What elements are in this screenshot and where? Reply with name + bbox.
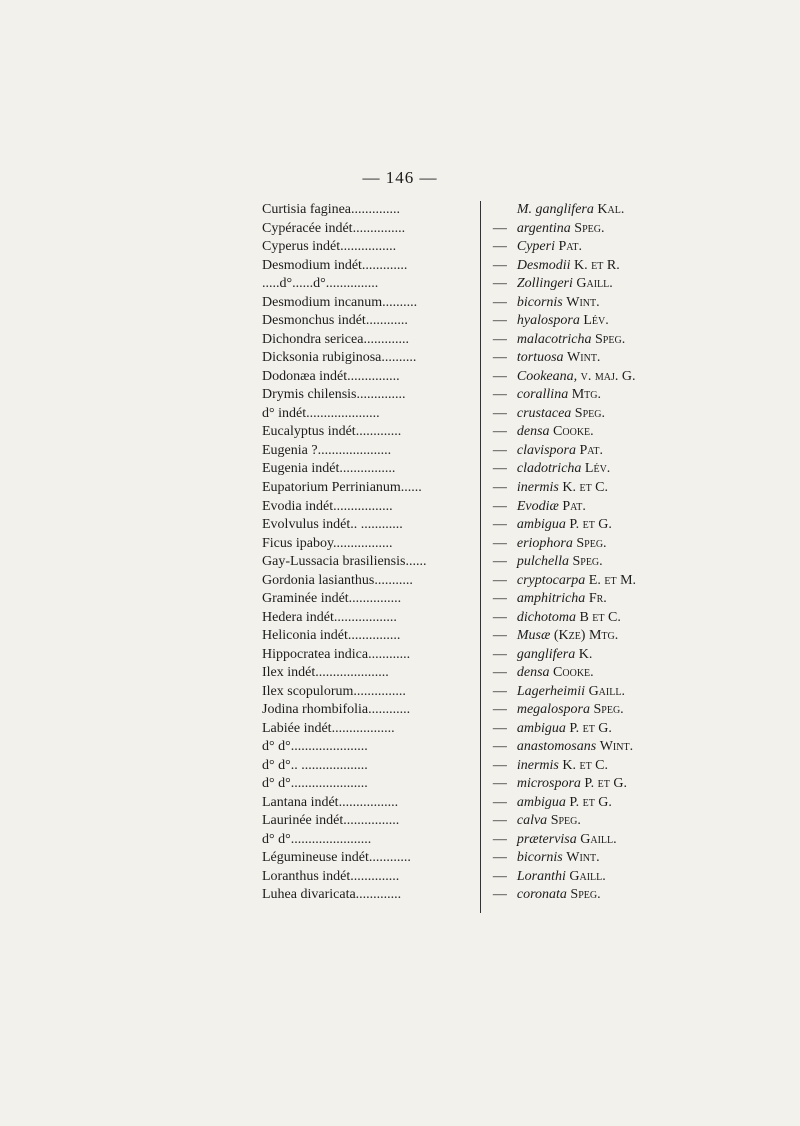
species-author: Speg.	[574, 405, 605, 421]
species-epithet: inermis	[516, 479, 559, 495]
host-fungus-index	[262, 201, 682, 905]
host-plant: d° d°.. ...................	[262, 757, 368, 773]
species-epithet: coronata	[516, 887, 567, 903]
index-row	[262, 738, 682, 757]
host-plant: Evolvulus indét.. ............	[262, 517, 403, 533]
ditto-dash: —	[492, 554, 507, 570]
species-epithet: malacotricha	[516, 331, 592, 347]
fungus-name	[469, 313, 682, 329]
ditto-dash: —	[492, 461, 507, 477]
fungus-name	[469, 332, 682, 348]
host-plant: Drymis chilensis..............	[262, 387, 406, 403]
species-epithet: pulchella	[516, 554, 569, 570]
host-plant: Lantana indét.................	[262, 794, 399, 810]
index-row	[262, 553, 682, 572]
index-row	[262, 756, 682, 775]
species-epithet: densa	[516, 424, 550, 440]
fungus-name	[469, 758, 682, 774]
fungus-name	[469, 665, 682, 681]
index-row	[262, 775, 682, 794]
index-row	[262, 479, 682, 498]
ditto-dash: —	[492, 609, 507, 625]
fungus-name	[469, 591, 682, 607]
species-author: K. et C.	[562, 479, 609, 495]
ditto-dash: —	[492, 572, 507, 588]
fungus-name	[469, 721, 682, 737]
index-row	[262, 719, 682, 738]
fungus-name	[469, 536, 682, 552]
ditto-dash: —	[492, 757, 507, 773]
species-epithet: anastomosans	[516, 739, 597, 755]
host-plant: Eugenia indét................	[262, 461, 396, 477]
ditto-dash: —	[492, 387, 507, 403]
species-epithet: Loranthi	[516, 868, 566, 884]
index-row	[262, 886, 682, 905]
fungus-name	[469, 795, 682, 811]
species-epithet: amphitricha	[516, 591, 586, 607]
ditto-dash: —	[492, 646, 507, 662]
index-row	[262, 368, 682, 387]
species-author: Wint.	[599, 739, 634, 755]
index-row	[262, 405, 682, 424]
species-epithet: dichotoma	[516, 609, 576, 625]
index-row	[262, 238, 682, 257]
index-row	[262, 812, 682, 831]
species-epithet: inermis	[516, 757, 559, 773]
fungus-name	[469, 573, 682, 589]
species-author: Gaill.	[576, 276, 613, 292]
host-plant: Jodina rhombifolia............	[262, 702, 411, 718]
host-plant: Heliconia indét...............	[262, 628, 401, 644]
species-epithet: Cyperi	[516, 239, 555, 255]
host-plant: Evodia indét.................	[262, 498, 393, 514]
index-row	[262, 571, 682, 590]
species-author: Gaill.	[569, 868, 606, 884]
index-row	[262, 423, 682, 442]
fungus-name	[469, 369, 682, 385]
ditto-dash: —	[492, 424, 507, 440]
species-epithet: crustacea	[516, 405, 572, 421]
index-row	[262, 868, 682, 887]
species-author: Wint.	[567, 350, 601, 366]
species-author: Gaill.	[588, 683, 625, 699]
index-row	[262, 294, 682, 313]
host-plant: d° d°.......................	[262, 831, 372, 847]
index-row	[262, 312, 682, 331]
species-epithet: prætervisa	[516, 831, 577, 847]
species-author: B et C.	[579, 609, 621, 625]
species-author: P. et G.	[569, 794, 612, 810]
fungus-name	[469, 221, 682, 237]
species-epithet: ambigua	[516, 794, 566, 810]
ditto-dash: —	[492, 813, 507, 829]
index-row	[262, 701, 682, 720]
species-author: Speg.	[574, 220, 605, 236]
host-plant: Dodonæa indét...............	[262, 368, 400, 384]
ditto-dash: —	[492, 831, 507, 847]
ditto-dash: —	[492, 220, 507, 236]
fungus-name	[469, 850, 682, 866]
species-author: Pat.	[579, 442, 603, 458]
species-epithet: Evodiæ	[516, 498, 559, 514]
fungus-name	[469, 628, 682, 644]
index-row	[262, 220, 682, 239]
fungus-name	[469, 461, 682, 477]
species-author: Kal.	[597, 202, 625, 218]
species-author: Lév.	[583, 313, 609, 329]
fungus-name	[469, 276, 682, 292]
species-author: Speg.	[576, 535, 607, 551]
ditto-dash: —	[492, 239, 507, 255]
ditto-dash: —	[492, 276, 507, 292]
species-epithet: megalospora	[516, 702, 590, 718]
ditto-dash: —	[492, 368, 507, 384]
fungus-name	[469, 739, 682, 755]
fungus-name	[469, 443, 682, 459]
host-plant: Desmodium incanum..........	[262, 294, 418, 310]
host-plant: Dichondra sericea.............	[262, 331, 409, 347]
fungus-name	[469, 480, 682, 496]
host-plant: Loranthus indét..............	[262, 868, 400, 884]
species-epithet: Desmodii	[516, 257, 571, 273]
host-plant: .....d°......d°...............	[262, 276, 379, 292]
species-author: Cooke.	[553, 665, 594, 681]
index-row	[262, 534, 682, 553]
species-author: K. et C.	[562, 757, 609, 773]
host-plant: Gay-Lussacia brasiliensis......	[262, 554, 427, 570]
species-epithet: densa	[516, 665, 550, 681]
ditto-dash: —	[492, 535, 507, 551]
ditto-dash: —	[492, 479, 507, 495]
species-author: Wint.	[566, 294, 600, 310]
species-author: Gaill.	[580, 831, 617, 847]
host-plant: Gordonia lasianthus...........	[262, 572, 413, 588]
host-plant: Labiée indét..................	[262, 720, 395, 736]
species-epithet: microspora	[516, 776, 581, 792]
ditto-dash: —	[492, 683, 507, 699]
ditto-dash: —	[492, 517, 507, 533]
fungus-name	[469, 832, 682, 848]
index-row	[262, 331, 682, 350]
ditto-dash: —	[492, 331, 507, 347]
species-author: Pat.	[562, 498, 586, 514]
species-author: Pat.	[558, 239, 582, 255]
host-plant: Laurinée indét................	[262, 813, 400, 829]
host-plant: Cyperus indét................	[262, 239, 397, 255]
species-author: Speg.	[595, 331, 626, 347]
species-epithet: ambigua	[516, 720, 566, 736]
species-epithet: corallina	[516, 387, 569, 403]
fungus-name	[469, 554, 682, 570]
ditto-dash: —	[492, 720, 507, 736]
host-plant: Eucalyptus indét.............	[262, 424, 402, 440]
host-plant: Luhea divaricata.............	[262, 887, 402, 903]
index-row	[262, 460, 682, 479]
fungus-name	[469, 387, 682, 403]
host-plant: Cypéracée indét...............	[262, 220, 406, 236]
ditto-dash: —	[492, 739, 507, 755]
ditto-dash: —	[492, 313, 507, 329]
host-plant: Hedera indét..................	[262, 609, 397, 625]
index-row	[262, 590, 682, 609]
index-row	[262, 849, 682, 868]
index-row	[262, 682, 682, 701]
species-author: K.	[578, 646, 593, 662]
index-row	[262, 442, 682, 461]
host-plant: Desmonchus indét............	[262, 313, 408, 329]
fungus-name	[469, 887, 682, 903]
index-row	[262, 645, 682, 664]
host-plant: Graminée indét...............	[262, 591, 402, 607]
index-row	[262, 275, 682, 294]
ditto-dash: —	[492, 702, 507, 718]
ditto-dash: —	[492, 887, 507, 903]
ditto-dash: —	[492, 850, 507, 866]
species-epithet: bicornis	[516, 294, 563, 310]
species-author: P. et G.	[584, 776, 627, 792]
species-epithet: argentina	[516, 220, 571, 236]
fungus-name	[469, 684, 682, 700]
fungus-name	[469, 499, 682, 515]
species-epithet: Cookeana,	[516, 368, 578, 384]
host-plant: d° d°......................	[262, 776, 368, 792]
fungus-name	[469, 776, 682, 792]
species-epithet: tortuosa	[516, 350, 564, 366]
fungus-name	[469, 350, 682, 366]
species-author: Speg.	[593, 702, 624, 718]
species-epithet: eriophora	[516, 535, 573, 551]
species-author: P. et G.	[569, 517, 612, 533]
species-author: Speg.	[572, 554, 603, 570]
species-epithet: Zollingeri	[516, 276, 573, 292]
fungus-name	[469, 813, 682, 829]
host-plant: Eugenia ?.....................	[262, 442, 392, 458]
fungus-name	[469, 869, 682, 885]
genus-abbrev: M.	[516, 202, 533, 218]
page-number: — 146 —	[362, 168, 438, 187]
host-plant: Desmodium indét.............	[262, 257, 408, 273]
ditto-dash: —	[492, 665, 507, 681]
host-plant: Curtisia faginea..............	[262, 202, 401, 218]
index-row	[262, 257, 682, 276]
ditto-dash: —	[492, 794, 507, 810]
species-epithet: ganglifera	[535, 202, 594, 218]
fungus-name	[469, 202, 682, 218]
host-plant: Ilex scopulorum...............	[262, 683, 406, 699]
fungus-name	[469, 424, 682, 440]
host-plant: Ilex indét.....................	[262, 665, 389, 681]
species-epithet: Lagerheimii	[516, 683, 586, 699]
ditto-dash: —	[492, 628, 507, 644]
host-plant: Dicksonia rubiginosa..........	[262, 350, 417, 366]
fungus-name	[469, 258, 682, 274]
fungus-name	[469, 295, 682, 311]
species-author: Speg.	[570, 887, 601, 903]
index-row	[262, 664, 682, 683]
host-plant: Légumineuse indét............	[262, 850, 411, 866]
index-row	[262, 794, 682, 813]
ditto-dash: —	[492, 257, 507, 273]
species-author: K. et R.	[574, 257, 620, 273]
species-epithet: cladotricha	[516, 461, 582, 477]
index-row	[262, 831, 682, 850]
species-epithet: calva	[516, 813, 548, 829]
species-author: P. et G.	[569, 720, 612, 736]
index-row	[262, 201, 682, 220]
host-plant: d° indét.....................	[262, 405, 380, 421]
fungus-name	[469, 610, 682, 626]
fungus-name	[469, 517, 682, 533]
host-plant: Ficus ipaboy.................	[262, 535, 393, 551]
ditto-dash: —	[492, 442, 507, 458]
species-author: Cooke.	[553, 424, 594, 440]
ditto-dash: —	[492, 294, 507, 310]
species-epithet: ganglifera	[516, 646, 576, 662]
host-plant: Eupatorium Perrinianum......	[262, 479, 422, 495]
fungus-name	[469, 239, 682, 255]
index-row	[262, 349, 682, 368]
species-epithet: ambigua	[516, 517, 566, 533]
host-plant: Hippocratea indica............	[262, 646, 411, 662]
host-plant: d° d°......................	[262, 739, 368, 755]
species-author: Wint.	[566, 850, 600, 866]
species-epithet: hyalospora	[516, 313, 580, 329]
species-author: E. et M.	[588, 572, 637, 588]
index-row	[262, 627, 682, 646]
species-epithet: bicornis	[516, 850, 563, 866]
species-author: (Kze) Mtg.	[553, 628, 619, 644]
species-epithet: Musæ	[516, 628, 551, 644]
species-author: v. maj. G.	[580, 368, 636, 384]
ditto-dash: —	[492, 591, 507, 607]
index-row	[262, 608, 682, 627]
fungus-name	[469, 647, 682, 663]
fungus-name	[469, 702, 682, 718]
ditto-dash: —	[492, 776, 507, 792]
species-author: Lév.	[584, 461, 611, 477]
index-row	[262, 516, 682, 535]
ditto-dash: —	[492, 868, 507, 884]
species-author: Mtg.	[571, 387, 601, 403]
index-row	[262, 386, 682, 405]
species-epithet: clavispora	[516, 442, 576, 458]
ditto-dash: —	[492, 405, 507, 421]
ditto-dash: —	[492, 350, 507, 366]
species-author: Fr.	[588, 591, 607, 607]
species-epithet: cryptocarpa	[516, 572, 586, 588]
species-author: Speg.	[550, 813, 581, 829]
fungus-name	[469, 406, 682, 422]
ditto-dash: —	[492, 498, 507, 514]
index-row	[262, 497, 682, 516]
